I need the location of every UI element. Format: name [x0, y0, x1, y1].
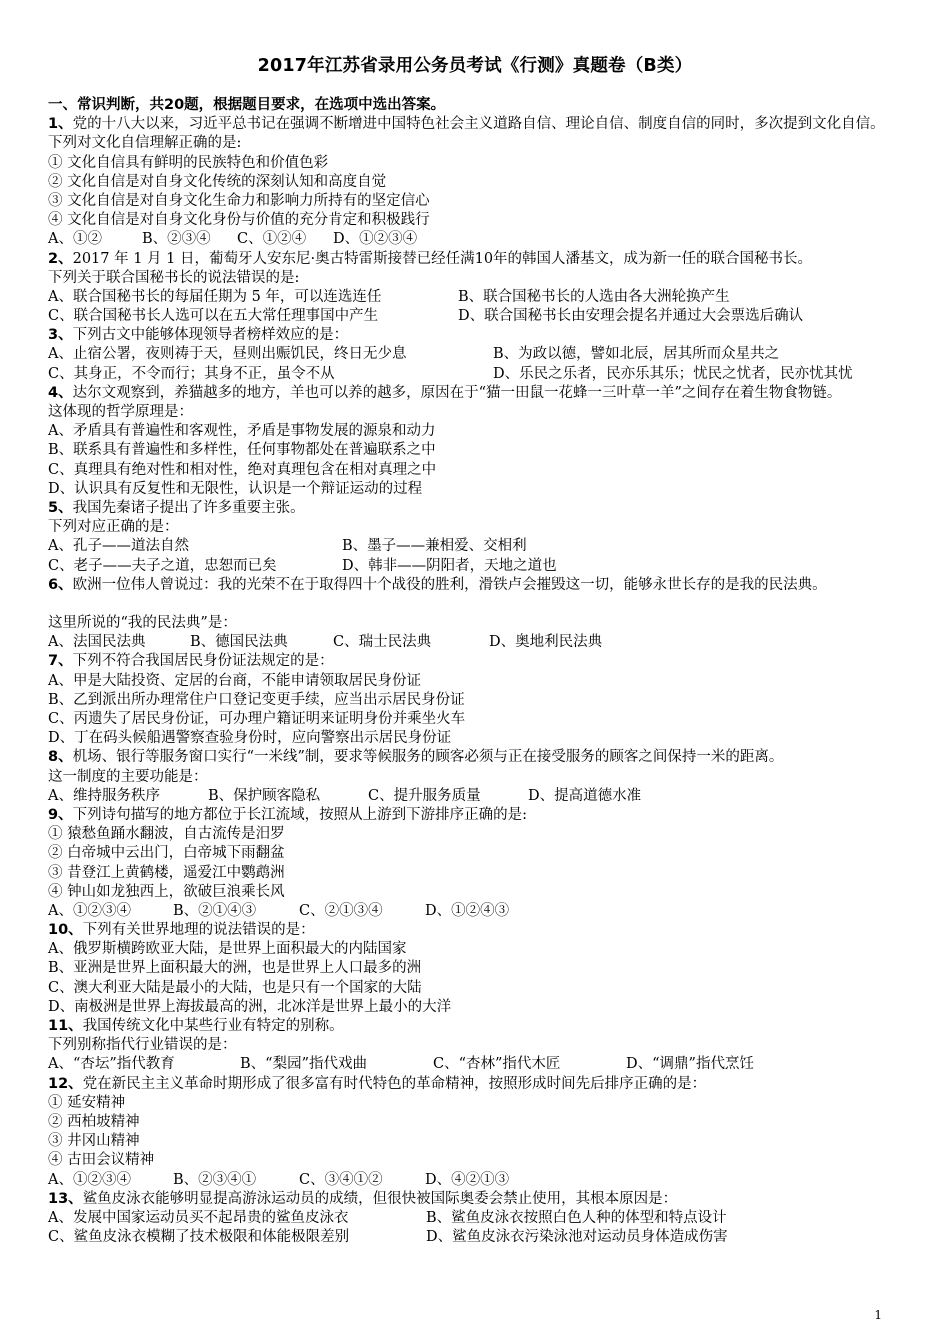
- option-d: D、鲨鱼皮泳衣污染泳池对运动员身体造成伤害: [426, 1229, 728, 1246]
- option-a: A、甲是大陆投资、定居的台商，不能申请领取居民身份证: [48, 672, 421, 689]
- option-a: A、“杏坛”指代教育: [48, 1056, 175, 1073]
- option-a: A、维持服务秩序: [48, 787, 160, 804]
- answer-options: [48, 787, 908, 806]
- option-b: B、“梨园”指代戏曲: [240, 1056, 367, 1073]
- option-a: A、①②③④: [48, 1171, 131, 1188]
- option-b: B、乙到派出所办理常住户口登记变更手续，应当出示居民身份证: [48, 691, 465, 708]
- answer-options: [48, 537, 908, 556]
- option-b: B、联系具有普遍性和多样性，任何事物都处在普遍联系之中: [48, 442, 436, 459]
- option-d: D、乐民之乐者，民亦乐其乐；忧民之忧者，民亦忧其忧: [493, 365, 853, 382]
- option-d: D、提高道德水准: [528, 787, 642, 804]
- option-a: A、①②③④: [48, 902, 131, 919]
- question-number: 2、: [48, 250, 73, 267]
- option-a: A、法国民法典: [48, 634, 146, 651]
- question-13-stem: 13、鲨鱼皮泳衣能够明显提高游泳运动员的成绩，但很快被国际奥委会禁止使用，其根本原因是：: [48, 1190, 678, 1207]
- option-c: C、其身正，不令而行；其身不正，虽令不从: [48, 365, 335, 382]
- option-b: B、鲨鱼皮泳衣按照白色人种的体型和特点设计: [426, 1209, 727, 1226]
- answer-options: [48, 557, 908, 576]
- question-prompt: 下列关于联合国秘书长的说法错误的是:: [48, 269, 300, 286]
- option-a: A、联合国秘书长的每届任期为 5 年，可以连选连任: [48, 288, 382, 305]
- option-c: C、“杏林”指代木匠: [433, 1056, 561, 1073]
- option-d: D、丁在码头候船遇警察查验身份时，应向警察出示居民身份证: [48, 730, 452, 747]
- option-c: C、鲨鱼皮泳衣模糊了技术极限和体能极限差别: [48, 1229, 350, 1246]
- option-b: B、德国民法典: [190, 634, 288, 651]
- question-number: 12、: [48, 1075, 83, 1092]
- option-b: B、②①④③: [173, 902, 257, 919]
- statement-item: ② 白帝城中云出门，白帝城下雨翻盆: [48, 845, 285, 862]
- answer-options: [48, 1171, 908, 1190]
- answer-options: [48, 1228, 908, 1247]
- option-b: B、联合国秘书长的人选由各大洲轮换产生: [458, 288, 730, 305]
- question-1-stem: 1、党的十八大以来，习近平总书记在强调不断增进中国特色社会主义道路自信、理论自信、制度自信的同时，多次提到文化自信。: [48, 116, 885, 133]
- question-number: 5、: [48, 499, 73, 516]
- question-number: 13、: [48, 1190, 83, 1207]
- statement-item: ③ 昔登江上黄鹤楼，遥爱江中鹦鹉洲: [48, 864, 285, 881]
- question-10-stem: 10、下列有关世界地理的说法错误的是：: [48, 922, 315, 939]
- question-number: 7、: [48, 653, 73, 670]
- answer-options: [48, 230, 908, 249]
- option-b: B、②③④①: [173, 1171, 257, 1188]
- answer-options: [48, 1209, 908, 1228]
- question-number: 3、: [48, 327, 73, 344]
- document-title: 2017年江苏省录用公务员考试《行测》真题卷（B类）: [257, 56, 693, 76]
- option-a: A、止宿公署，夜则祷于天，昼则出赈饥民，终日无少息: [48, 346, 407, 363]
- option-a: A、发展中国家运动员买不起昂贵的鲨鱼皮泳衣: [48, 1209, 349, 1226]
- option-a: A、矛盾具有普遍性和客观性，矛盾是事物发展的源泉和动力: [48, 423, 436, 440]
- option-d: D、认识具有反复性和无限性，认识是一个辩证运动的过程: [48, 480, 423, 497]
- option-d: D、奥地利民法典: [489, 634, 603, 651]
- option-d: D、①②④③: [425, 902, 510, 919]
- answer-options: [48, 365, 908, 384]
- option-c: C、提升服务质量: [368, 787, 481, 804]
- question-number: 11、: [48, 1018, 83, 1035]
- statement-item: ④ 古田会议精神: [48, 1152, 155, 1169]
- question-7-stem: 7、下列不符合我国居民身份证法规定的是：: [48, 653, 334, 670]
- answer-options: [48, 902, 908, 921]
- option-c: C、老子——夫子之道，忠恕而已矣: [48, 557, 277, 574]
- page-number: 1: [874, 1308, 882, 1322]
- statement-item: ② 文化自信是对自身文化传统的深刻认知和高度自觉: [48, 173, 387, 190]
- option-c: C、联合国秘书长人选可以在五大常任理事国中产生: [48, 308, 379, 325]
- question-12-stem: 12、党在新民主主义革命时期形成了很多富有时代特色的革命精神，按照形成时间先后排序正确的是：: [48, 1075, 707, 1092]
- option-d: D、④②①③: [425, 1171, 510, 1188]
- option-d: D、韩非——阴阳者，天地之道也: [342, 557, 557, 574]
- statement-item: ③ 文化自信是对自身文化生命力和影响力所持有的坚定信心: [48, 192, 430, 209]
- answer-options: [48, 1055, 908, 1074]
- question-prompt: 这一制度的主要功能是：: [48, 768, 208, 785]
- section-heading: 一、常识判断，共20题，根据题目要求，在选项中选出答案。: [48, 97, 446, 113]
- option-a: A、①②: [48, 231, 102, 248]
- option-c: C、丙遗失了居民身份证，可办理户籍证明来证明身份并乘坐火车: [48, 711, 466, 728]
- answer-options: [48, 633, 908, 652]
- option-a: A、俄罗斯横跨欧亚大陆，是世界上面积最大的内陆国家: [48, 941, 407, 958]
- question-11-stem: 11、我国传统文化中某些行业有特定的别称。: [48, 1018, 344, 1035]
- option-c: C、澳大利亚大陆是最小的大陆，也是只有一个国家的大陆: [48, 979, 422, 996]
- statement-item: ① 猿愁鱼踊水翻波，自古流传是汨罗: [48, 826, 285, 843]
- option-d: D、①②③④: [333, 231, 418, 248]
- question-number: 9、: [48, 806, 73, 823]
- question-number: 1、: [48, 116, 73, 133]
- question-prompt: 这体现的哲学原理是：: [48, 404, 193, 421]
- statement-item: ③ 井冈山精神: [48, 1133, 140, 1150]
- answer-options: [48, 307, 908, 326]
- question-2-stem: 2、2017 年 1 月 1 日，葡萄牙人安东尼·奥古特雷斯接替已经任满10年的韩国人潘基文，成为新一任的联合国秘书长。: [48, 250, 813, 267]
- option-c: C、③④①②: [299, 1171, 383, 1188]
- question-number: 4、: [48, 384, 73, 401]
- answer-options: [48, 288, 908, 307]
- statement-item: ② 西柏坡精神: [48, 1113, 140, 1130]
- question-prompt: 下列别称指代行业错误的是：: [48, 1037, 237, 1054]
- question-prompt: 这里所说的“我的民法典”是：: [48, 615, 237, 632]
- option-c: C、①②④: [237, 231, 307, 248]
- question-number: 8、: [48, 749, 73, 766]
- question-8-stem: 8、机场、银行等服务窗口实行“一米线”制，要求等候服务的顾客必须与正在接受服务的顾客之间保持一米的距离。: [48, 749, 784, 766]
- question-number: 10、: [48, 922, 83, 939]
- option-a: A、孔子——道法自然: [48, 538, 189, 555]
- question-prompt: 下列对应正确的是：: [48, 519, 179, 536]
- answer-options: [48, 345, 908, 364]
- statement-item: ④ 钟山如龙独西上，欲破巨浪乘长风: [48, 883, 285, 900]
- blank-line: [48, 595, 908, 614]
- statement-item: ① 文化自信具有鲜明的民族特色和价值色彩: [48, 154, 329, 171]
- option-d: D、联合国秘书长由安理会提名并通过大会票选后确认: [458, 308, 804, 325]
- option-d: D、南极洲是世界上海拔最高的洲，北冰洋是世界上最小的大洋: [48, 998, 452, 1015]
- question-number: 6、: [48, 576, 73, 593]
- option-b: B、为政以德，譬如北辰，居其所而众星共之: [493, 346, 780, 363]
- question-4-stem: 4、达尔文观察到，养猫越多的地方，羊也可以养的越多，原因在于“猫一田鼠一花蜂一三叶草一羊”之间存在着生物食物链。: [48, 384, 842, 401]
- option-b: B、亚洲是世界上面积最大的洲，也是世界上人口最多的洲: [48, 960, 422, 977]
- option-c: C、②①③④: [299, 902, 383, 919]
- option-c: C、瑞士民法典: [333, 634, 432, 651]
- option-c: C、真理具有绝对性和相对性，绝对真理包含在相对真理之中: [48, 461, 437, 478]
- option-b: B、墨子——兼相爱、交相利: [342, 538, 527, 555]
- document-body: [48, 96, 908, 1247]
- option-b: B、②③④: [142, 231, 211, 248]
- question-6-stem: 6、欧洲一位伟人曾说过：我的光荣不在于取得四十个战役的胜利，滑铁卢会摧毁这一切，能够永世长存的是我的民法典。: [48, 576, 827, 593]
- option-d: D、“调鼎”指代烹饪: [626, 1056, 754, 1073]
- question-9-stem: 9、下列诗句描写的地方都位于长江流域，按照从上游到下游排序正确的是:: [48, 806, 527, 823]
- statement-item: ① 延安精神: [48, 1094, 126, 1111]
- question-5-stem: 5、我国先秦诸子提出了许多重要主张。: [48, 499, 305, 516]
- option-b: B、保护顾客隐私: [208, 787, 321, 804]
- question-3-stem: 3、下列古文中能够体现领导者榜样效应的是：: [48, 327, 349, 344]
- statement-item: ④ 文化自信是对自身文化身份与价值的充分肯定和积极践行: [48, 212, 430, 229]
- question-prompt: 下列对文化自信理解正确的是:: [48, 135, 242, 152]
